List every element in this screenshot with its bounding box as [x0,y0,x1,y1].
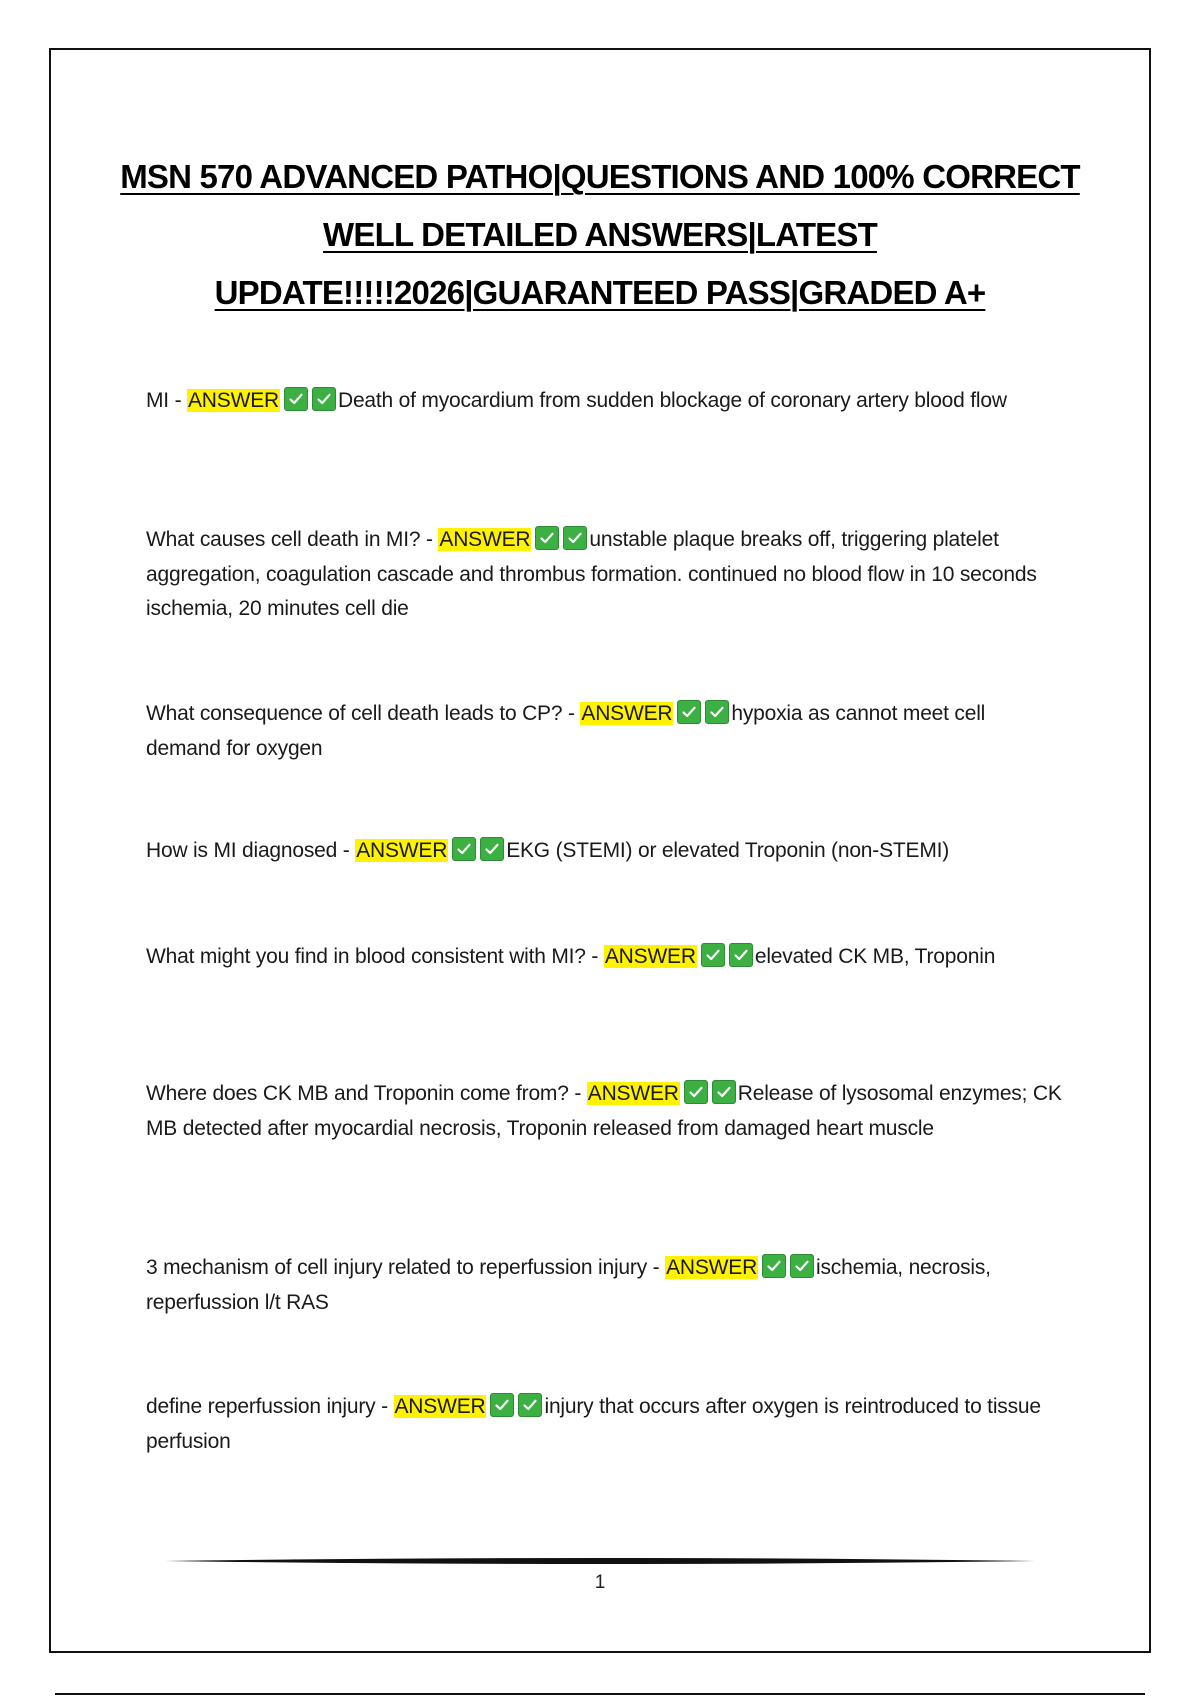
check-mark-button-icon [684,1080,708,1104]
separator: - [647,1256,666,1279]
check-mark-button-icon [452,837,476,861]
check-mark-button-icon [490,1393,514,1417]
question-text: How is MI diagnosed [146,839,338,862]
check-mark-button-icon [518,1393,542,1417]
answer-label: ANSWER [394,1395,486,1418]
answer-text: Release of lysosomal enzymes; CK MB detected after myocardial necrosis, Troponin released from damaged heart muscle [146,1082,1062,1140]
separator: - [420,528,439,551]
qa-item [146,940,1064,975]
check-mark-button-icon [563,526,587,550]
qa-item [146,384,1064,419]
footer-rule [165,1556,1035,1566]
qa-item [146,1077,1064,1146]
qa-item [146,1251,1064,1320]
answer-text: ischemia, necrosis, reperfussion l/t RAS [146,1256,991,1314]
answer-text: Death of myocardium from sudden blockage of coronary artery blood flow [337,389,1007,412]
answer-label: ANSWER [587,1082,679,1105]
separator: - [562,702,581,725]
check-mark-button-icon [701,943,725,967]
answer-label: ANSWER [356,839,448,862]
check-mark-button-icon [480,837,504,861]
page-number: 1 [594,1572,606,1593]
question-text: 3 mechanism of cell injury related to reperfussion injury [146,1256,647,1279]
next-page-edge [55,1693,1145,1695]
check-mark-button-icon [762,1254,786,1278]
answer-label: ANSWER [604,945,696,968]
answer-text: unstable plaque breaks off, triggering platelet aggregation, coagulation cascade and thrombus formation. continued no blood flow in 10 seconds ischemia, 20 minutes cell die [146,528,1037,620]
question-text: define reperfussion injury [146,1395,376,1418]
answer-label: ANSWER [188,389,279,412]
separator: - [337,839,356,862]
check-mark-button-icon [729,943,753,967]
check-mark-button-icon [535,526,559,550]
document-title: MSN 570 ADVANCED PATHO|QUESTIONS AND 100% CORRECT WELL DETAILED ANSWERS|LATEST UPDATE!!!!!2026|GUARANTEED PASS|GRADED A+ [120,158,1080,311]
check-mark-button-icon [312,387,336,411]
answer-text: hypoxia as cannot meet cell demand for oxygen [146,702,986,760]
check-mark-button-icon [284,387,308,411]
check-mark-button-icon [677,700,701,724]
separator: - [568,1082,587,1105]
check-mark-button-icon [705,700,729,724]
question-text: MI [146,389,169,412]
qa-item [146,523,1064,627]
question-text: What might you find in blood consistent with MI? [146,945,586,968]
question-text: What causes cell death in MI? [146,528,421,551]
answer-label: ANSWER [581,702,673,725]
separator: - [375,1395,394,1418]
check-mark-button-icon [790,1254,814,1278]
separator: - [585,945,604,968]
qa-item [146,697,1064,766]
answer-text: injury that occurs after oxygen is reintroduced to tissue perfusion [146,1395,1041,1453]
answer-text: EKG (STEMI) or elevated Troponin (non-STEMI) [506,839,950,862]
answer-label: ANSWER [666,1256,758,1279]
qa-item [146,834,1064,869]
answer-text: elevated CK MB, Troponin [754,945,996,968]
qa-item [146,1390,1064,1459]
answer-label: ANSWER [439,528,531,551]
separator: - [168,389,187,412]
question-text: Where does CK MB and Troponin come from? [146,1082,569,1105]
check-mark-button-icon [712,1080,736,1104]
question-text: What consequence of cell death leads to CP? [146,702,563,725]
